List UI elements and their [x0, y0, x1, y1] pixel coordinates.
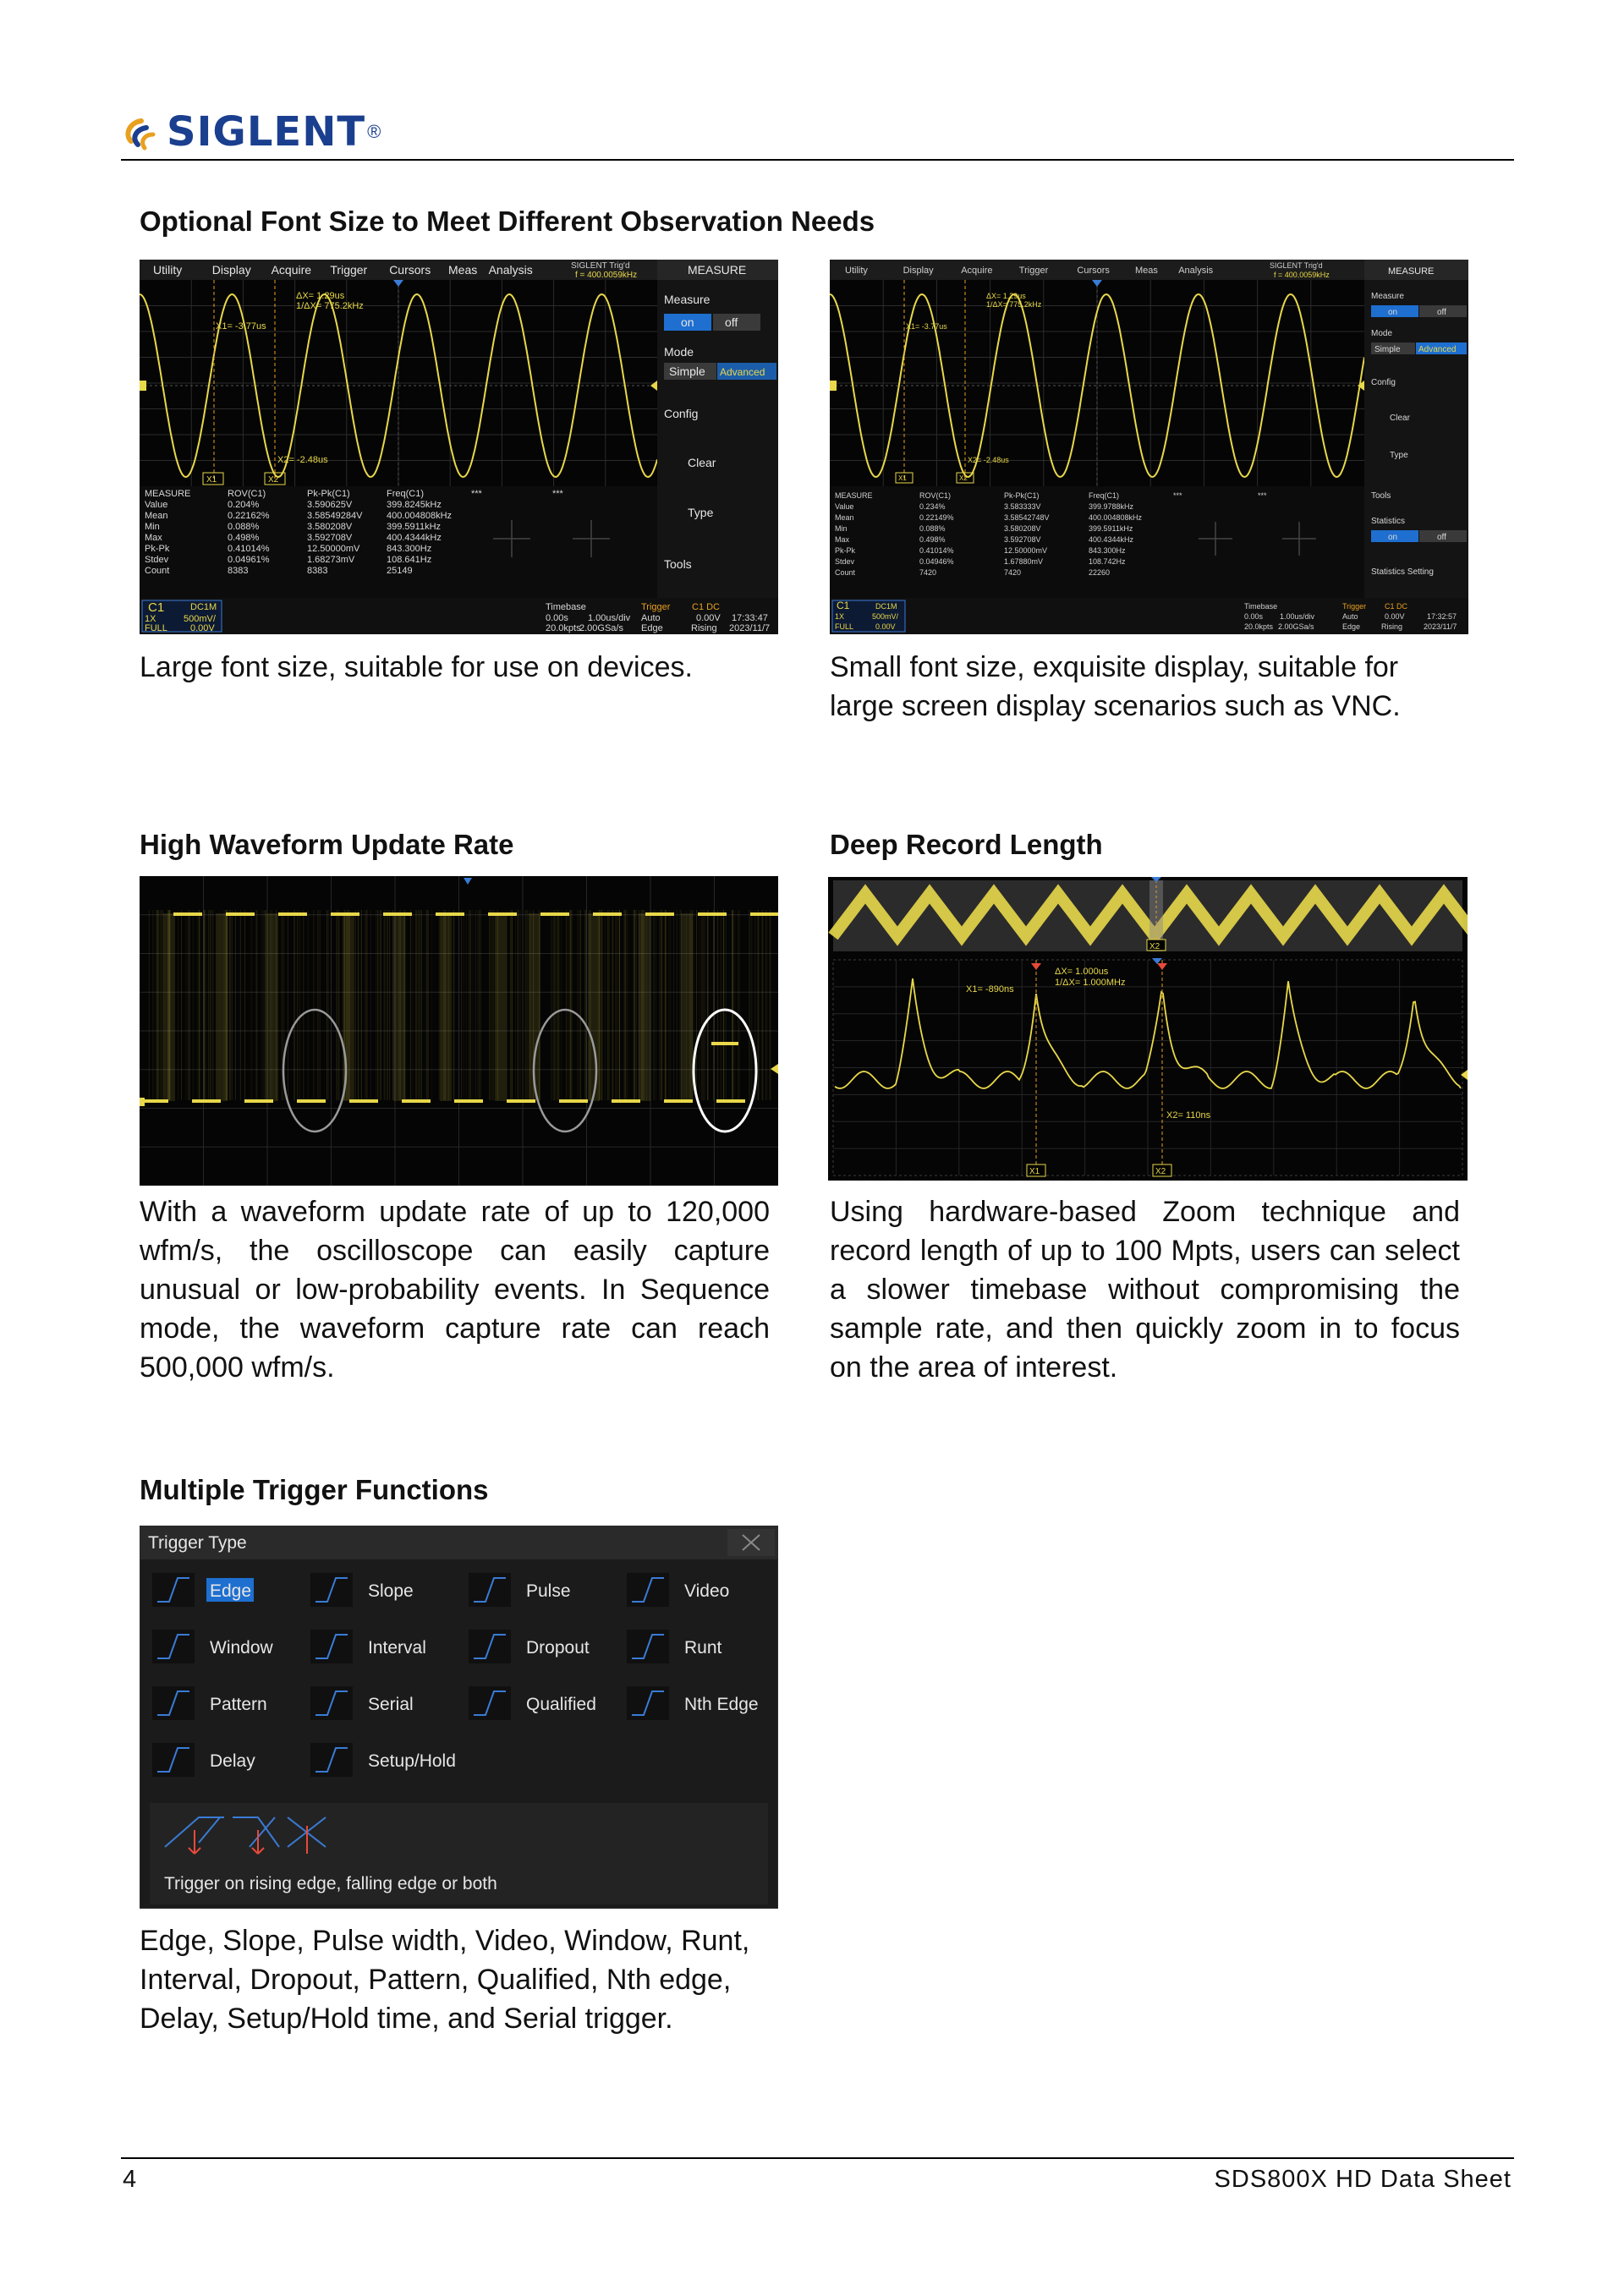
- section-title-trigger: Multiple Trigger Functions: [140, 1474, 489, 1505]
- svg-text:***: ***: [1258, 491, 1267, 500]
- header-rule: [121, 159, 1514, 161]
- svg-text:Trigger on rising edge, fallin: Trigger on rising edge, falling edge or both: [164, 1874, 497, 1893]
- svg-text:Pulse: Pulse: [526, 1581, 571, 1601]
- svg-text:Simple: Simple: [1374, 345, 1401, 354]
- svg-text:ROV(C1): ROV(C1): [919, 491, 952, 500]
- svg-text:3.58542748V: 3.58542748V: [1004, 513, 1050, 522]
- svg-text:Setup/Hold: Setup/Hold: [368, 1751, 456, 1771]
- svg-text:0.00s: 0.00s: [546, 613, 568, 623]
- section-title-font-size: Optional Font Size to Meet Different Observation Needs: [140, 205, 875, 237]
- svg-text:X1: X1: [206, 475, 217, 485]
- svg-text:Runt: Runt: [684, 1638, 722, 1658]
- svg-text:ROV(C1): ROV(C1): [228, 489, 266, 499]
- svg-text:Trigger: Trigger: [1018, 266, 1049, 276]
- svg-text:Acquire: Acquire: [271, 263, 312, 277]
- svg-text:399.9788kHz: 399.9788kHz: [1089, 502, 1134, 511]
- svg-text:0.234%: 0.234%: [919, 502, 946, 511]
- svg-text:2023/11/7: 2023/11/7: [1424, 622, 1457, 631]
- svg-text:X2= -2.48us: X2= -2.48us: [968, 456, 1009, 464]
- svg-text:1.67880mV: 1.67880mV: [1004, 557, 1044, 566]
- svg-text:Analysis: Analysis: [488, 263, 533, 277]
- svg-text:C1 DC: C1 DC: [1385, 602, 1408, 611]
- svg-text:***: ***: [552, 489, 563, 499]
- svg-text:Pk-Pk: Pk-Pk: [145, 544, 170, 554]
- svg-text:22260: 22260: [1089, 568, 1111, 577]
- svg-text:Slope: Slope: [368, 1581, 414, 1601]
- svg-text:400.004808kHz: 400.004808kHz: [1089, 513, 1143, 522]
- svg-text:399.5911kHz: 399.5911kHz: [387, 522, 442, 532]
- svg-text:1.00us/div: 1.00us/div: [588, 613, 631, 623]
- svg-text:Config: Config: [1371, 378, 1396, 387]
- svg-text:Pk-Pk(C1): Pk-Pk(C1): [307, 489, 350, 499]
- svg-text:Min: Min: [145, 522, 160, 532]
- svg-text:Meas: Meas: [448, 263, 478, 277]
- svg-text:8383: 8383: [228, 566, 249, 576]
- svg-text:0.498%: 0.498%: [919, 535, 946, 544]
- svg-text:X2= -2.48us: X2= -2.48us: [277, 455, 328, 465]
- svg-text:Utility: Utility: [845, 266, 868, 276]
- svg-text:0.04961%: 0.04961%: [228, 555, 270, 565]
- svg-text:2.00GSa/s: 2.00GSa/s: [1278, 622, 1314, 631]
- svg-text:1.00us/div: 1.00us/div: [1280, 612, 1315, 621]
- svg-text:0.00V: 0.00V: [875, 622, 896, 631]
- svg-text:off: off: [1437, 533, 1446, 542]
- svg-text:X1: X1: [1029, 1167, 1040, 1176]
- svg-text:Rising: Rising: [691, 623, 717, 633]
- caption-trigger: Edge, Slope, Pulse width, Video, Window, Runt, Interval, Dropout, Pattern, Qualified, Nth edge, Delay, Setup/Hold time, and Serial trigger.: [140, 1925, 750, 2035]
- scope-screenshot-small-font: [830, 260, 1468, 634]
- svg-text:X1: X1: [898, 474, 907, 482]
- svg-text:3.590625V: 3.590625V: [307, 500, 353, 510]
- svg-text:X2: X2: [1149, 942, 1160, 951]
- svg-text:ΔX= 1.000us: ΔX= 1.000us: [1055, 967, 1109, 977]
- svg-text:0.04946%: 0.04946%: [919, 557, 954, 566]
- svg-text:f = 400.0059kHz: f = 400.0059kHz: [575, 271, 638, 280]
- svg-text:Video: Video: [684, 1581, 730, 1601]
- svg-text:***: ***: [471, 489, 482, 499]
- svg-text:Timebase: Timebase: [546, 602, 586, 612]
- svg-text:3.583333V: 3.583333V: [1004, 502, 1041, 511]
- svg-text:MEASURE: MEASURE: [688, 263, 747, 277]
- svg-text:Value: Value: [835, 502, 854, 511]
- caption-large-font: Large font size, suitable for use on devices.: [140, 651, 693, 683]
- svg-text:Acquire: Acquire: [961, 266, 993, 276]
- svg-text:2023/11/7: 2023/11/7: [729, 623, 771, 633]
- svg-text:1.68273mV: 1.68273mV: [307, 555, 355, 565]
- siglent-swirl-icon: [123, 111, 167, 153]
- svg-text:Stdev: Stdev: [835, 557, 855, 566]
- caption-record-length: Using hardware-based Zoom technique and record length of up to 100 Mpts, users can select a slower timebase without compromising the sample rate, and then quickly zoom in to focus on the area of interest.: [830, 1196, 1460, 1384]
- svg-text:X2: X2: [959, 474, 968, 482]
- svg-text:MEASURE: MEASURE: [145, 489, 191, 499]
- svg-text:on: on: [1388, 533, 1398, 542]
- svg-text:X1= -3.77us: X1= -3.77us: [216, 321, 266, 332]
- svg-text:3.580208V: 3.580208V: [307, 522, 353, 532]
- svg-text:Simple: Simple: [669, 364, 705, 378]
- svg-text:0.498%: 0.498%: [228, 533, 260, 543]
- svg-text:X2: X2: [268, 475, 279, 485]
- svg-text:Clear: Clear: [1390, 414, 1410, 423]
- svg-text:Qualified: Qualified: [526, 1695, 596, 1714]
- svg-text:500mV/: 500mV/: [872, 612, 899, 621]
- svg-text:400.004808kHz: 400.004808kHz: [387, 511, 453, 521]
- svg-text:Freq(C1): Freq(C1): [1089, 491, 1120, 500]
- svg-text:399.8245kHz: 399.8245kHz: [387, 500, 442, 510]
- svg-text:f = 400.0059kHz: f = 400.0059kHz: [1274, 271, 1330, 279]
- svg-text:Serial: Serial: [368, 1695, 414, 1714]
- svg-text:Trigger Type: Trigger Type: [148, 1533, 247, 1553]
- svg-text:0.00s: 0.00s: [1244, 612, 1264, 621]
- svg-text:12.50000mV: 12.50000mV: [307, 544, 360, 554]
- svg-text:Edge: Edge: [1342, 622, 1361, 631]
- scope-screenshot-zoom: [828, 877, 1468, 1181]
- caption-small-font: Small font size, exquisite display, suitable for large screen display scenarios such as VNC.: [830, 651, 1401, 722]
- svg-text:Edge: Edge: [210, 1581, 252, 1601]
- svg-text:8383: 8383: [307, 566, 328, 576]
- svg-text:ΔX= 1.29us: ΔX= 1.29us: [296, 291, 345, 301]
- svg-text:0.204%: 0.204%: [228, 500, 260, 510]
- svg-text:Mean: Mean: [145, 511, 168, 521]
- svg-text:Analysis: Analysis: [1178, 266, 1214, 276]
- svg-text:Advanced: Advanced: [720, 366, 765, 378]
- svg-text:1X: 1X: [835, 612, 845, 621]
- svg-text:X2: X2: [1155, 1167, 1166, 1176]
- svg-text:0.00V: 0.00V: [1385, 612, 1405, 621]
- svg-text:Pattern: Pattern: [210, 1695, 267, 1714]
- svg-text:Auto: Auto: [641, 613, 661, 623]
- svg-text:0.00V: 0.00V: [696, 613, 721, 623]
- svg-text:C1: C1: [837, 600, 850, 611]
- svg-text:SIGLENT Trig'd: SIGLENT Trig'd: [571, 261, 630, 271]
- svg-text:Trigger: Trigger: [641, 602, 671, 612]
- brand-name: SIGLENT: [167, 108, 366, 156]
- svg-text:Utility: Utility: [153, 263, 183, 277]
- svg-text:25149: 25149: [387, 566, 413, 576]
- svg-text:DC1M: DC1M: [190, 602, 217, 612]
- svg-text:Auto: Auto: [1342, 612, 1358, 621]
- section-title-update-rate: High Waveform Update Rate: [140, 829, 514, 860]
- svg-text:X2= 110ns: X2= 110ns: [1166, 1110, 1211, 1121]
- svg-text:1/ΔX= 775.2kHz: 1/ΔX= 775.2kHz: [986, 300, 1042, 309]
- svg-text:Pk-Pk(C1): Pk-Pk(C1): [1004, 491, 1040, 500]
- svg-text:C1: C1: [148, 600, 165, 615]
- document-title: SDS800X HD Data Sheet: [1214, 2166, 1512, 2193]
- svg-text:Max: Max: [145, 533, 162, 543]
- svg-text:Count: Count: [145, 566, 170, 576]
- svg-text:Trigger: Trigger: [330, 263, 368, 277]
- svg-text:X1= -3.77us: X1= -3.77us: [906, 322, 947, 331]
- svg-text:400.4344kHz: 400.4344kHz: [1089, 535, 1134, 544]
- svg-text:Statistics: Statistics: [1371, 517, 1406, 526]
- svg-text:Mode: Mode: [1371, 329, 1393, 338]
- scope-screenshot-large-font: [140, 260, 778, 634]
- svg-text:0.41014%: 0.41014%: [228, 544, 270, 554]
- svg-text:FULL: FULL: [145, 623, 167, 633]
- svg-text:Mode: Mode: [664, 345, 694, 359]
- registered-mark: ®: [367, 121, 381, 142]
- svg-text:20.0kpts: 20.0kpts: [1244, 622, 1274, 631]
- svg-text:Nth Edge: Nth Edge: [684, 1695, 759, 1714]
- svg-text:Statistics Setting: Statistics Setting: [1371, 567, 1434, 577]
- svg-text:843.300Hz: 843.300Hz: [1089, 546, 1126, 555]
- siglent-logo: [123, 108, 381, 156]
- svg-text:17:32:57: 17:32:57: [1427, 612, 1457, 621]
- svg-text:3.592708V: 3.592708V: [307, 533, 353, 543]
- svg-text:1/ΔX= 775.2kHz: 1/ΔX= 775.2kHz: [296, 301, 364, 311]
- svg-text:Config: Config: [664, 407, 699, 420]
- svg-text:MEASURE: MEASURE: [835, 491, 873, 500]
- svg-text:off: off: [725, 315, 738, 329]
- svg-text:Stdev: Stdev: [145, 555, 169, 565]
- svg-text:Trigger: Trigger: [1342, 602, 1367, 611]
- svg-text:843.300Hz: 843.300Hz: [387, 544, 432, 554]
- svg-text:0.00V: 0.00V: [190, 623, 215, 633]
- svg-text:108.641Hz: 108.641Hz: [387, 555, 432, 565]
- svg-text:Value: Value: [145, 500, 168, 510]
- svg-text:SIGLENT Trig'd: SIGLENT Trig'd: [1270, 261, 1323, 270]
- svg-text:1X: 1X: [145, 614, 156, 624]
- svg-text:Display: Display: [903, 266, 934, 276]
- svg-text:0.088%: 0.088%: [919, 524, 946, 533]
- svg-text:Window: Window: [210, 1638, 273, 1658]
- svg-text:Rising: Rising: [1381, 622, 1403, 631]
- caption-update-rate: With a waveform update rate of up to 120,000 wfm/s, the oscilloscope can easily capture unusual or low-probability events. In Sequence mode, the waveform capture rate can reach 500,000 wfm/s.: [140, 1196, 770, 1384]
- svg-text:Freq(C1): Freq(C1): [387, 489, 425, 499]
- svg-text:12.50000mV: 12.50000mV: [1004, 546, 1048, 555]
- svg-text:on: on: [1388, 308, 1398, 317]
- svg-text:FULL: FULL: [835, 622, 854, 631]
- svg-text:Dropout: Dropout: [526, 1638, 590, 1658]
- svg-text:Mean: Mean: [835, 513, 854, 522]
- section-title-record-length: Deep Record Length: [830, 829, 1103, 860]
- svg-text:0.22162%: 0.22162%: [228, 511, 270, 521]
- svg-text:108.742Hz: 108.742Hz: [1089, 557, 1126, 566]
- svg-text:Count: Count: [835, 568, 856, 577]
- svg-text:Cursors: Cursors: [389, 263, 431, 277]
- svg-text:X1= -890ns: X1= -890ns: [966, 984, 1014, 995]
- svg-text:Max: Max: [835, 535, 850, 544]
- svg-text:7420: 7420: [919, 568, 937, 577]
- svg-text:Min: Min: [835, 524, 848, 533]
- svg-text:Advanced: Advanced: [1418, 345, 1457, 354]
- svg-text:Timebase: Timebase: [1244, 602, 1278, 611]
- svg-text:Meas: Meas: [1135, 266, 1158, 276]
- svg-text:Delay: Delay: [210, 1751, 255, 1771]
- svg-text:ΔX= 1.29us: ΔX= 1.29us: [986, 292, 1026, 300]
- footer-rule: [121, 2157, 1514, 2159]
- svg-text:7420: 7420: [1004, 568, 1022, 577]
- svg-text:Interval: Interval: [368, 1638, 426, 1658]
- svg-text:Measure: Measure: [1371, 292, 1404, 301]
- svg-text:Clear: Clear: [688, 456, 716, 469]
- svg-text:3.592708V: 3.592708V: [1004, 535, 1041, 544]
- svg-text:Measure: Measure: [664, 293, 710, 306]
- svg-text:Edge: Edge: [641, 623, 663, 633]
- svg-text:399.5911kHz: 399.5911kHz: [1089, 524, 1133, 533]
- svg-text:Cursors: Cursors: [1077, 266, 1110, 276]
- svg-text:17:33:47: 17:33:47: [732, 613, 768, 623]
- scope-screenshot-update-rate: [140, 876, 778, 1186]
- trigger-type-dialog: [140, 1526, 778, 1909]
- svg-text:3.58549284V: 3.58549284V: [307, 511, 363, 521]
- svg-text:1/ΔX= 1.000MHz: 1/ΔX= 1.000MHz: [1055, 978, 1126, 988]
- svg-text:MEASURE: MEASURE: [1388, 266, 1435, 277]
- svg-text:2.00GSa/s: 2.00GSa/s: [579, 623, 623, 633]
- svg-text:Display: Display: [211, 263, 251, 277]
- svg-text:C1 DC: C1 DC: [692, 602, 721, 612]
- svg-text:***: ***: [1173, 491, 1182, 500]
- svg-text:Type: Type: [1390, 451, 1408, 460]
- svg-text:DC1M: DC1M: [875, 602, 897, 611]
- page-number: 4: [123, 2166, 137, 2193]
- svg-text:Pk-Pk: Pk-Pk: [835, 546, 856, 555]
- svg-text:Tools: Tools: [1371, 491, 1391, 501]
- svg-text:off: off: [1437, 308, 1446, 317]
- svg-text:0.41014%: 0.41014%: [919, 546, 954, 555]
- svg-text:500mV/: 500mV/: [184, 614, 216, 624]
- svg-text:3.580208V: 3.580208V: [1004, 524, 1041, 533]
- svg-text:400.4344kHz: 400.4344kHz: [387, 533, 442, 543]
- svg-text:Tools: Tools: [664, 557, 692, 571]
- svg-text:0.22149%: 0.22149%: [919, 513, 954, 522]
- svg-text:on: on: [681, 315, 694, 329]
- svg-text:20.0kpts: 20.0kpts: [546, 623, 581, 633]
- svg-text:Type: Type: [688, 506, 714, 519]
- svg-text:0.088%: 0.088%: [228, 522, 260, 532]
